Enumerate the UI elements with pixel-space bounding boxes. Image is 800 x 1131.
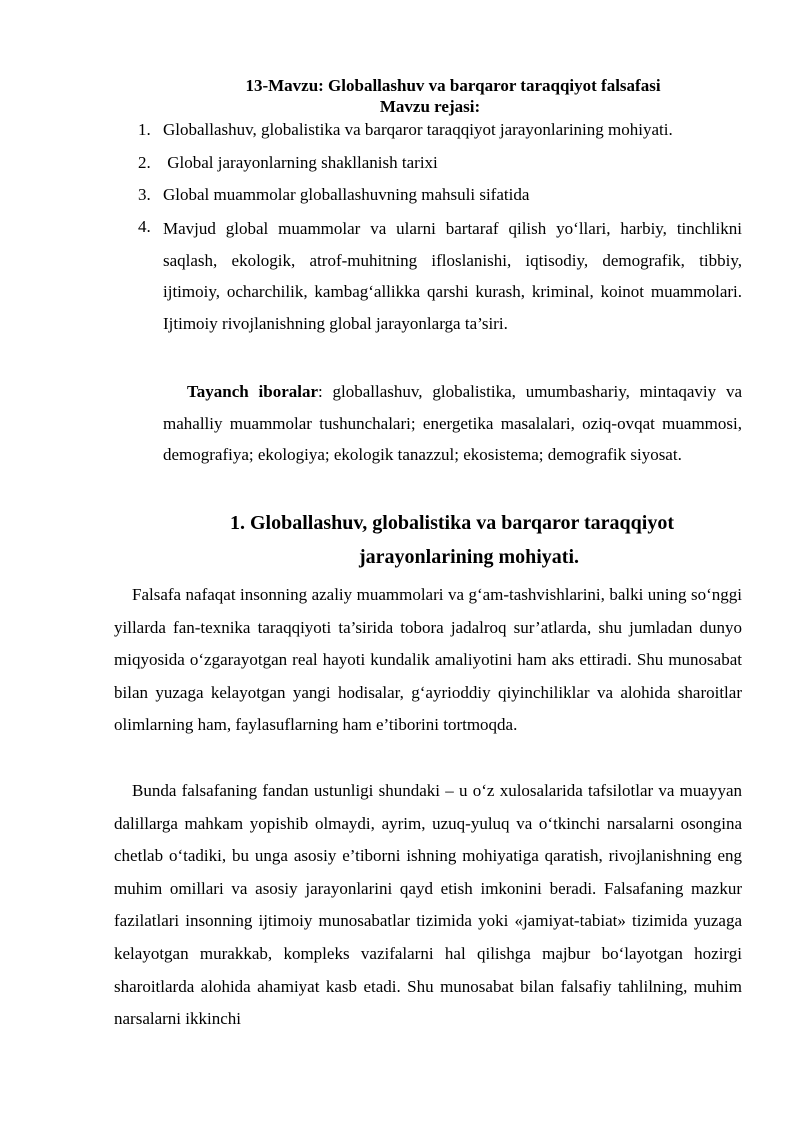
keywords-text: globallashuv, globalistika, umumbashariy, mintaqaviy va mahalliy muammolar tushunchalari; energetika masalalari, oziq-ovqat muammosi, demografiya; ekologiya; ekologik tanazzul; ekosistema; demografik siyosat. <box>163 382 742 465</box>
plan-item-number: 1. <box>138 120 151 139</box>
keywords-label: Tayanch iboralar <box>187 382 319 401</box>
keywords-colon: : <box>318 382 323 401</box>
keywords-paragraph <box>163 376 742 471</box>
plan-item-number: 4. <box>138 217 151 236</box>
plan-item-4-text: Mavjud global muammolar va ularni bartaraf qilish yo‘llari, harbiy, tinchlikni saqlash, ekologik, atrof-muhitning ifloslanishi, iqtisodiy, demografik, tibbiy, ijtimoiy, ocharchilik, kambag‘allikka qarshi kurash, kriminal, koinot muammolari. Ijtimoiy rivojlanishning global jarayonlarga ta’siri. <box>163 219 742 334</box>
document-title: 13-Mavzu: Globallashuv va barqaror taraqqiyot falsafasi <box>245 76 661 95</box>
plan-item-text: Globallashuv, globalistika va barqaror taraqqiyot jarayonlarining mohiyati. <box>163 120 673 139</box>
plan-heading: Mavzu rejasi: <box>379 97 481 116</box>
section-heading-line-2: jarayonlarining mohiyati. <box>359 546 580 568</box>
plan-item-number: 2. <box>138 153 151 172</box>
section-heading-line-1: 1. Globallashuv, globalistika va barqaror taraqqiyot <box>230 512 674 534</box>
paragraph-1: Falsafa nafaqat insonning azaliy muammolari va g‘am-tashvishlarini, balki uning so‘nggi yillarda fan-texnika taraqqiyoti ta’sirida tobora jadalroq sur’atlarda, shu jumladan dunyo miqyosida o‘zgarayotgan real hayoti kundalik amaliyotini ham aks ettiradi. Shu munosabat bilan yuzaga kelayotgan yangi hodisalar, g‘ayrioddiy qiyinchiliklar va alohida sharoitlar olimlarning ham, faylasuflarning ham e’tiborini tortmoqda. <box>114 585 742 735</box>
paragraph-2: Bunda falsafaning fandan ustunligi shundaki – u o‘z xulosalarida tafsilotlar va muayyan dalillarga mahkam yopishib olmaydi, ayrim, uzuq-yuluq va o‘tkinchi narsalarni osongina chetlab o‘tadiki, bu unga asosiy e’tiborni ishning mohiyatiga qaratish, rivojlanishning eng muhim omillari va asosiy jarayonlarini qayd etish imkonini beradi. Falsafaning mazkur fazilatlari insonning ijtimoiy munosabatlar tizimida yoki «jamiyat-tabiat» tizimida yuzaga kelayotgan murakkab, kompleks vazifalarni hal qilishga majbur bo‘layotgan hozirgi sharoitlarda alohida ahamiyat kasb etadi. Shu munosabat bilan falsafiy tahlilning, muhim narsalarni ikkinchi <box>114 781 742 1029</box>
plan-item-text: Global jarayonlarning shakllanish tarixi <box>163 153 438 172</box>
plan-item-text: Global muammolar globallashuvning mahsuli sifatida <box>163 185 530 204</box>
plan-item-number: 3. <box>138 185 151 204</box>
